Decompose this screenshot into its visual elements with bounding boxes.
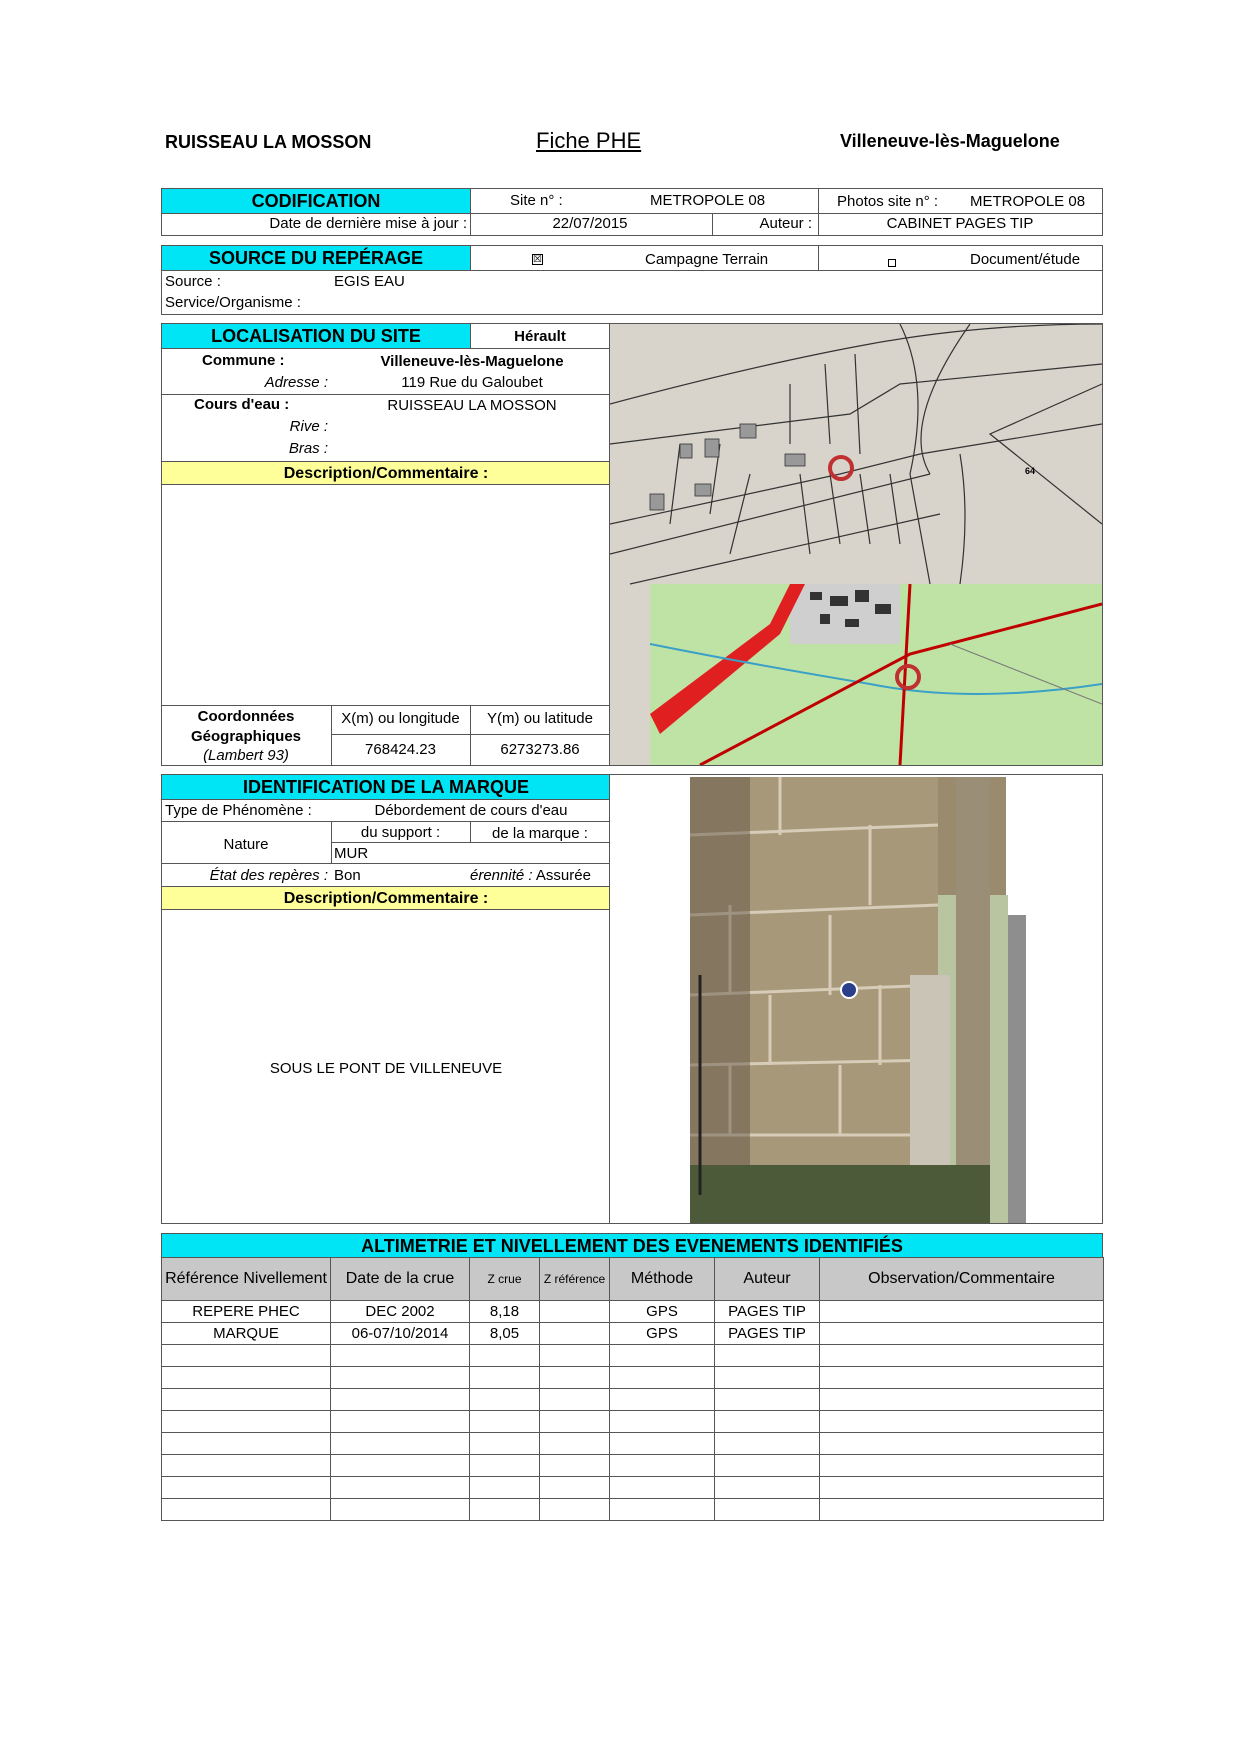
etat-reperes-label: État des repères :: [209, 867, 328, 884]
table-cell: [820, 1389, 1104, 1411]
table-row: [162, 1477, 1104, 1499]
table-cell: [331, 1455, 470, 1477]
table-cell: [820, 1323, 1104, 1345]
department-label: Hérault: [514, 328, 566, 345]
table-header: Référence Nivellement: [162, 1258, 331, 1301]
table-cell: [610, 1477, 715, 1499]
author-label: Auteur :: [759, 215, 812, 232]
table-header: Observation/Commentaire: [820, 1258, 1104, 1301]
perennite-label: érennité :: [470, 867, 533, 884]
table-row: [162, 1367, 1104, 1389]
table-header: Z référence: [540, 1258, 610, 1301]
y-coordinate-label: Y(m) ou latitude: [487, 710, 593, 727]
table-cell: PAGES TIP: [715, 1301, 820, 1323]
table-row: [162, 1389, 1104, 1411]
table-cell: [540, 1389, 610, 1411]
adresse-label: Adresse :: [264, 374, 328, 391]
table-row: [162, 1433, 1104, 1455]
marque-section: [161, 774, 610, 1224]
site-label: Site n° :: [510, 192, 563, 209]
coordinates-label-1: Coordonnées: [197, 708, 295, 725]
table-cell: [540, 1411, 610, 1433]
table-cell: [715, 1389, 820, 1411]
table-cell: [820, 1433, 1104, 1455]
author-value: CABINET PAGES TIP: [886, 215, 1034, 232]
table-cell: [715, 1345, 820, 1367]
table-cell: GPS: [610, 1301, 715, 1323]
source-title: SOURCE DU REPÉRAGE: [162, 246, 470, 270]
table-cell: [540, 1345, 610, 1367]
support-value: MUR: [334, 845, 369, 862]
document-etude-checkbox[interactable]: [888, 254, 896, 271]
table-cell: [331, 1477, 470, 1499]
perennite-row: [470, 867, 610, 884]
cadastral-map-image: [610, 324, 1102, 765]
table-cell: 8,18: [470, 1301, 540, 1323]
marque-type-label: de la marque :: [492, 825, 588, 842]
photos-value: METROPOLE 08: [970, 193, 1086, 210]
table-cell: [470, 1367, 540, 1389]
table-cell: [820, 1367, 1104, 1389]
phenomene-type-value: Débordement de cours d'eau: [374, 802, 568, 819]
support-label: du support :: [360, 824, 441, 841]
commune-value: Villeneuve-lès-Maguelone: [380, 353, 564, 370]
table-cell: [162, 1477, 331, 1499]
codification-section: [161, 188, 1103, 236]
table-cell: [540, 1367, 610, 1389]
table-cell: [470, 1345, 540, 1367]
table-cell: [610, 1389, 715, 1411]
table-cell: [540, 1477, 610, 1499]
update-date-value: 22/07/2015: [552, 215, 628, 232]
table-header: Date de la crue: [331, 1258, 470, 1301]
localisation-section: [161, 323, 610, 766]
table-cell: [715, 1411, 820, 1433]
river-name-header: RUISSEAU LA MOSSON: [165, 132, 372, 152]
table-cell: [715, 1433, 820, 1455]
table-cell: [540, 1499, 610, 1521]
marque-title: IDENTIFICATION DE LA MARQUE: [162, 775, 610, 799]
marque-description-value: SOUS LE PONT DE VILLENEUVE: [269, 1060, 503, 1077]
table-cell: [610, 1499, 715, 1521]
nature-label: Nature: [223, 836, 269, 853]
table-row: [162, 1323, 1104, 1345]
altimetrie-title: ALTIMETRIE ET NIVELLEMENT DES EVENEMENTS IDENTIFIÉS: [161, 1233, 1103, 1257]
commune-label: Commune :: [202, 352, 285, 369]
table-cell: [470, 1455, 540, 1477]
table-cell: [470, 1411, 540, 1433]
table-cell: [470, 1477, 540, 1499]
service-organisme-label: Service/Organisme :: [165, 294, 301, 311]
table-cell: [540, 1455, 610, 1477]
table-cell: [820, 1477, 1104, 1499]
location-map: [609, 323, 1103, 766]
table-cell: MARQUE: [162, 1323, 331, 1345]
phenomene-type-label: Type de Phénomène :: [165, 802, 312, 819]
update-date-label: Date de dernière mise à jour :: [269, 215, 467, 232]
bras-label: Bras :: [288, 440, 328, 457]
perennite-value: Assurée: [535, 867, 591, 884]
table-cell: [162, 1367, 331, 1389]
adresse-value: 119 Rue du Galoubet: [401, 374, 543, 391]
altimetrie-header-row: [162, 1258, 1104, 1301]
table-header: Z crue: [470, 1258, 540, 1301]
svg-text:64: 64: [1025, 466, 1036, 476]
campagne-terrain-checkbox[interactable]: ☒: [533, 254, 542, 265]
coordinates-label-3: (Lambert 93): [203, 747, 289, 764]
table-cell: [610, 1345, 715, 1367]
table-cell: [331, 1367, 470, 1389]
localisation-description-title: Description/Commentaire :: [162, 461, 610, 485]
table-header: Méthode: [610, 1258, 715, 1301]
table-cell: [715, 1499, 820, 1521]
table-row: [162, 1345, 1104, 1367]
rive-label: Rive :: [289, 418, 328, 435]
table-cell: REPERE PHEC: [162, 1301, 331, 1323]
etat-reperes-value: Bon: [334, 867, 361, 884]
table-cell: [162, 1433, 331, 1455]
x-coordinate-label: X(m) ou longitude: [341, 710, 460, 727]
table-cell: 8,05: [470, 1323, 540, 1345]
site-value: METROPOLE 08: [650, 192, 766, 209]
table-row: [162, 1301, 1104, 1323]
table-cell: [162, 1389, 331, 1411]
table-cell: [331, 1345, 470, 1367]
photos-label: Photos site n° :: [837, 193, 939, 210]
table-cell: [820, 1411, 1104, 1433]
site-photo-frame: [609, 774, 1103, 1224]
campagne-terrain-label: Campagne Terrain: [645, 251, 769, 268]
table-cell: DEC 2002: [331, 1301, 470, 1323]
localisation-title: LOCALISATION DU SITE: [162, 324, 470, 348]
cours-eau-value: RUISSEAU LA MOSSON: [387, 397, 557, 414]
table-row: [162, 1499, 1104, 1521]
table-cell: [540, 1301, 610, 1323]
table-cell: [162, 1411, 331, 1433]
table-cell: GPS: [610, 1323, 715, 1345]
table-cell: [715, 1477, 820, 1499]
altimetrie-table: [161, 1257, 1104, 1521]
table-row: [162, 1455, 1104, 1477]
source-section: [161, 245, 1103, 315]
table-cell: [331, 1433, 470, 1455]
table-cell: [715, 1367, 820, 1389]
source-value: EGIS EAU: [334, 273, 405, 290]
table-cell: [540, 1323, 610, 1345]
table-cell: PAGES TIP: [715, 1323, 820, 1345]
table-cell: [820, 1455, 1104, 1477]
x-coordinate-value: 768424.23: [365, 741, 436, 758]
table-cell: [715, 1455, 820, 1477]
marque-description-title: Description/Commentaire :: [162, 886, 610, 910]
table-cell: [610, 1455, 715, 1477]
coordinates-label-2: Géographiques: [190, 728, 302, 745]
document-etude-label: Document/étude: [970, 251, 1081, 268]
table-cell: [162, 1499, 331, 1521]
table-cell: [610, 1433, 715, 1455]
table-cell: [162, 1345, 331, 1367]
table-cell: [610, 1411, 715, 1433]
table-cell: [820, 1345, 1104, 1367]
table-cell: [610, 1367, 715, 1389]
table-cell: [331, 1411, 470, 1433]
table-cell: [331, 1499, 470, 1521]
source-label: Source :: [165, 273, 221, 290]
table-cell: 06-07/10/2014: [331, 1323, 470, 1345]
table-cell: [331, 1389, 470, 1411]
document-title: Fiche PHE: [536, 128, 642, 153]
table-header: Auteur: [715, 1258, 820, 1301]
table-cell: [470, 1499, 540, 1521]
site-photo: [610, 775, 1102, 1223]
table-cell: [820, 1301, 1104, 1323]
table-cell: [470, 1433, 540, 1455]
cours-eau-label: Cours d'eau :: [194, 396, 290, 413]
table-cell: [820, 1499, 1104, 1521]
table-cell: [540, 1433, 610, 1455]
table-row: [162, 1411, 1104, 1433]
table-cell: [162, 1455, 331, 1477]
table-cell: [470, 1389, 540, 1411]
codification-title: CODIFICATION: [162, 189, 470, 213]
commune-header: Villeneuve-lès-Maguelone: [840, 131, 1060, 151]
y-coordinate-value: 6273273.86: [500, 741, 580, 758]
